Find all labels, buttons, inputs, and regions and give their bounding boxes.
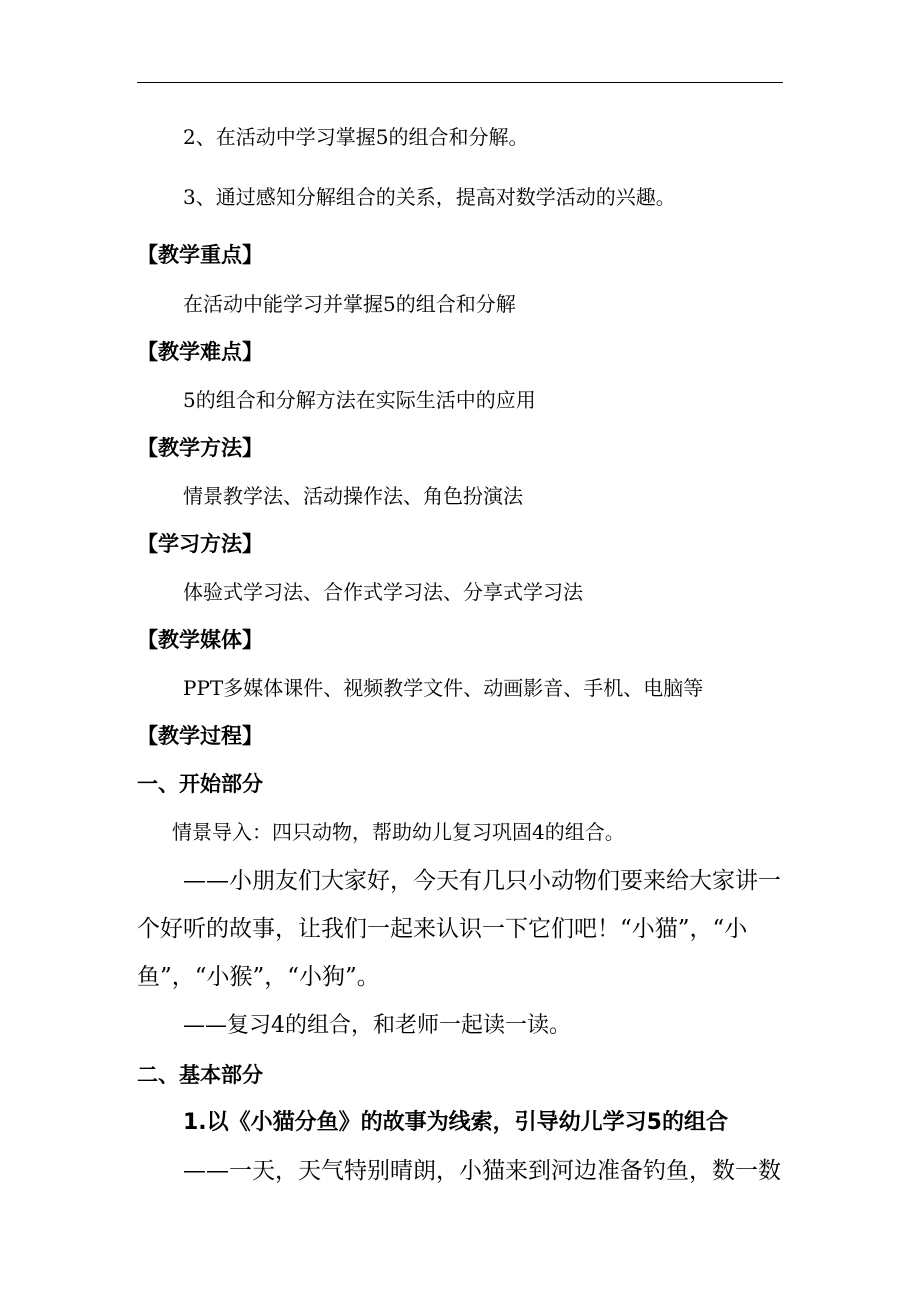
key-points-text: 在活动中能学习并掌握5的组合和分解 bbox=[183, 292, 516, 316]
objective-2: 2、在活动中学习掌握5的组合和分解。 bbox=[183, 125, 529, 149]
heading-part-2: 二、基本部分 bbox=[137, 1063, 263, 1087]
part-2-subheading: 1.以《小猫分鱼》的故事为线索，引导幼儿学习5的组合 bbox=[183, 1110, 728, 1135]
objective-3: 3、通过感知分解组合的关系，提高对数学活动的兴趣。 bbox=[183, 185, 676, 209]
part-1-para1-line2: 个好听的故事，让我们一起来认识一下它们吧！“小猫”，“小 bbox=[137, 916, 748, 942]
part-1-intro: 情景导入：四只动物，帮助幼儿复习巩固4的组合。 bbox=[172, 820, 625, 844]
teaching-methods-text: 情景教学法、活动操作法、角色扮演法 bbox=[183, 484, 523, 508]
difficulties-text: 5的组合和分解方法在实际生活中的应用 bbox=[183, 388, 536, 412]
learning-methods-text: 体验式学习法、合作式学习法、分享式学习法 bbox=[183, 580, 583, 604]
heading-process: 【教学过程】 bbox=[137, 724, 263, 748]
heading-learning-methods: 【学习方法】 bbox=[137, 532, 263, 556]
heading-media: 【教学媒体】 bbox=[137, 628, 263, 652]
heading-difficulties: 【教学难点】 bbox=[137, 340, 263, 364]
heading-part-1: 一、开始部分 bbox=[137, 772, 263, 796]
part-1-para2: ——复习4的组合，和老师一起读一读。 bbox=[183, 1013, 571, 1038]
header-rule bbox=[137, 82, 783, 83]
part-1-para1-line3: 鱼”，“小猴”，“小狗”。 bbox=[137, 964, 380, 990]
part-1-para1-line1: ——小朋友们大家好，今天有几只小动物们要来给大家讲一 bbox=[183, 868, 781, 894]
media-text: PPT多媒体课件、视频教学文件、动画影音、手机、电脑等 bbox=[183, 676, 704, 700]
heading-teaching-methods: 【教学方法】 bbox=[137, 436, 263, 460]
heading-key-points: 【教学重点】 bbox=[137, 243, 263, 267]
part-2-para1-line1: ——一天，天气特别晴朗，小猫来到河边准备钓鱼，数一数 bbox=[183, 1158, 781, 1184]
